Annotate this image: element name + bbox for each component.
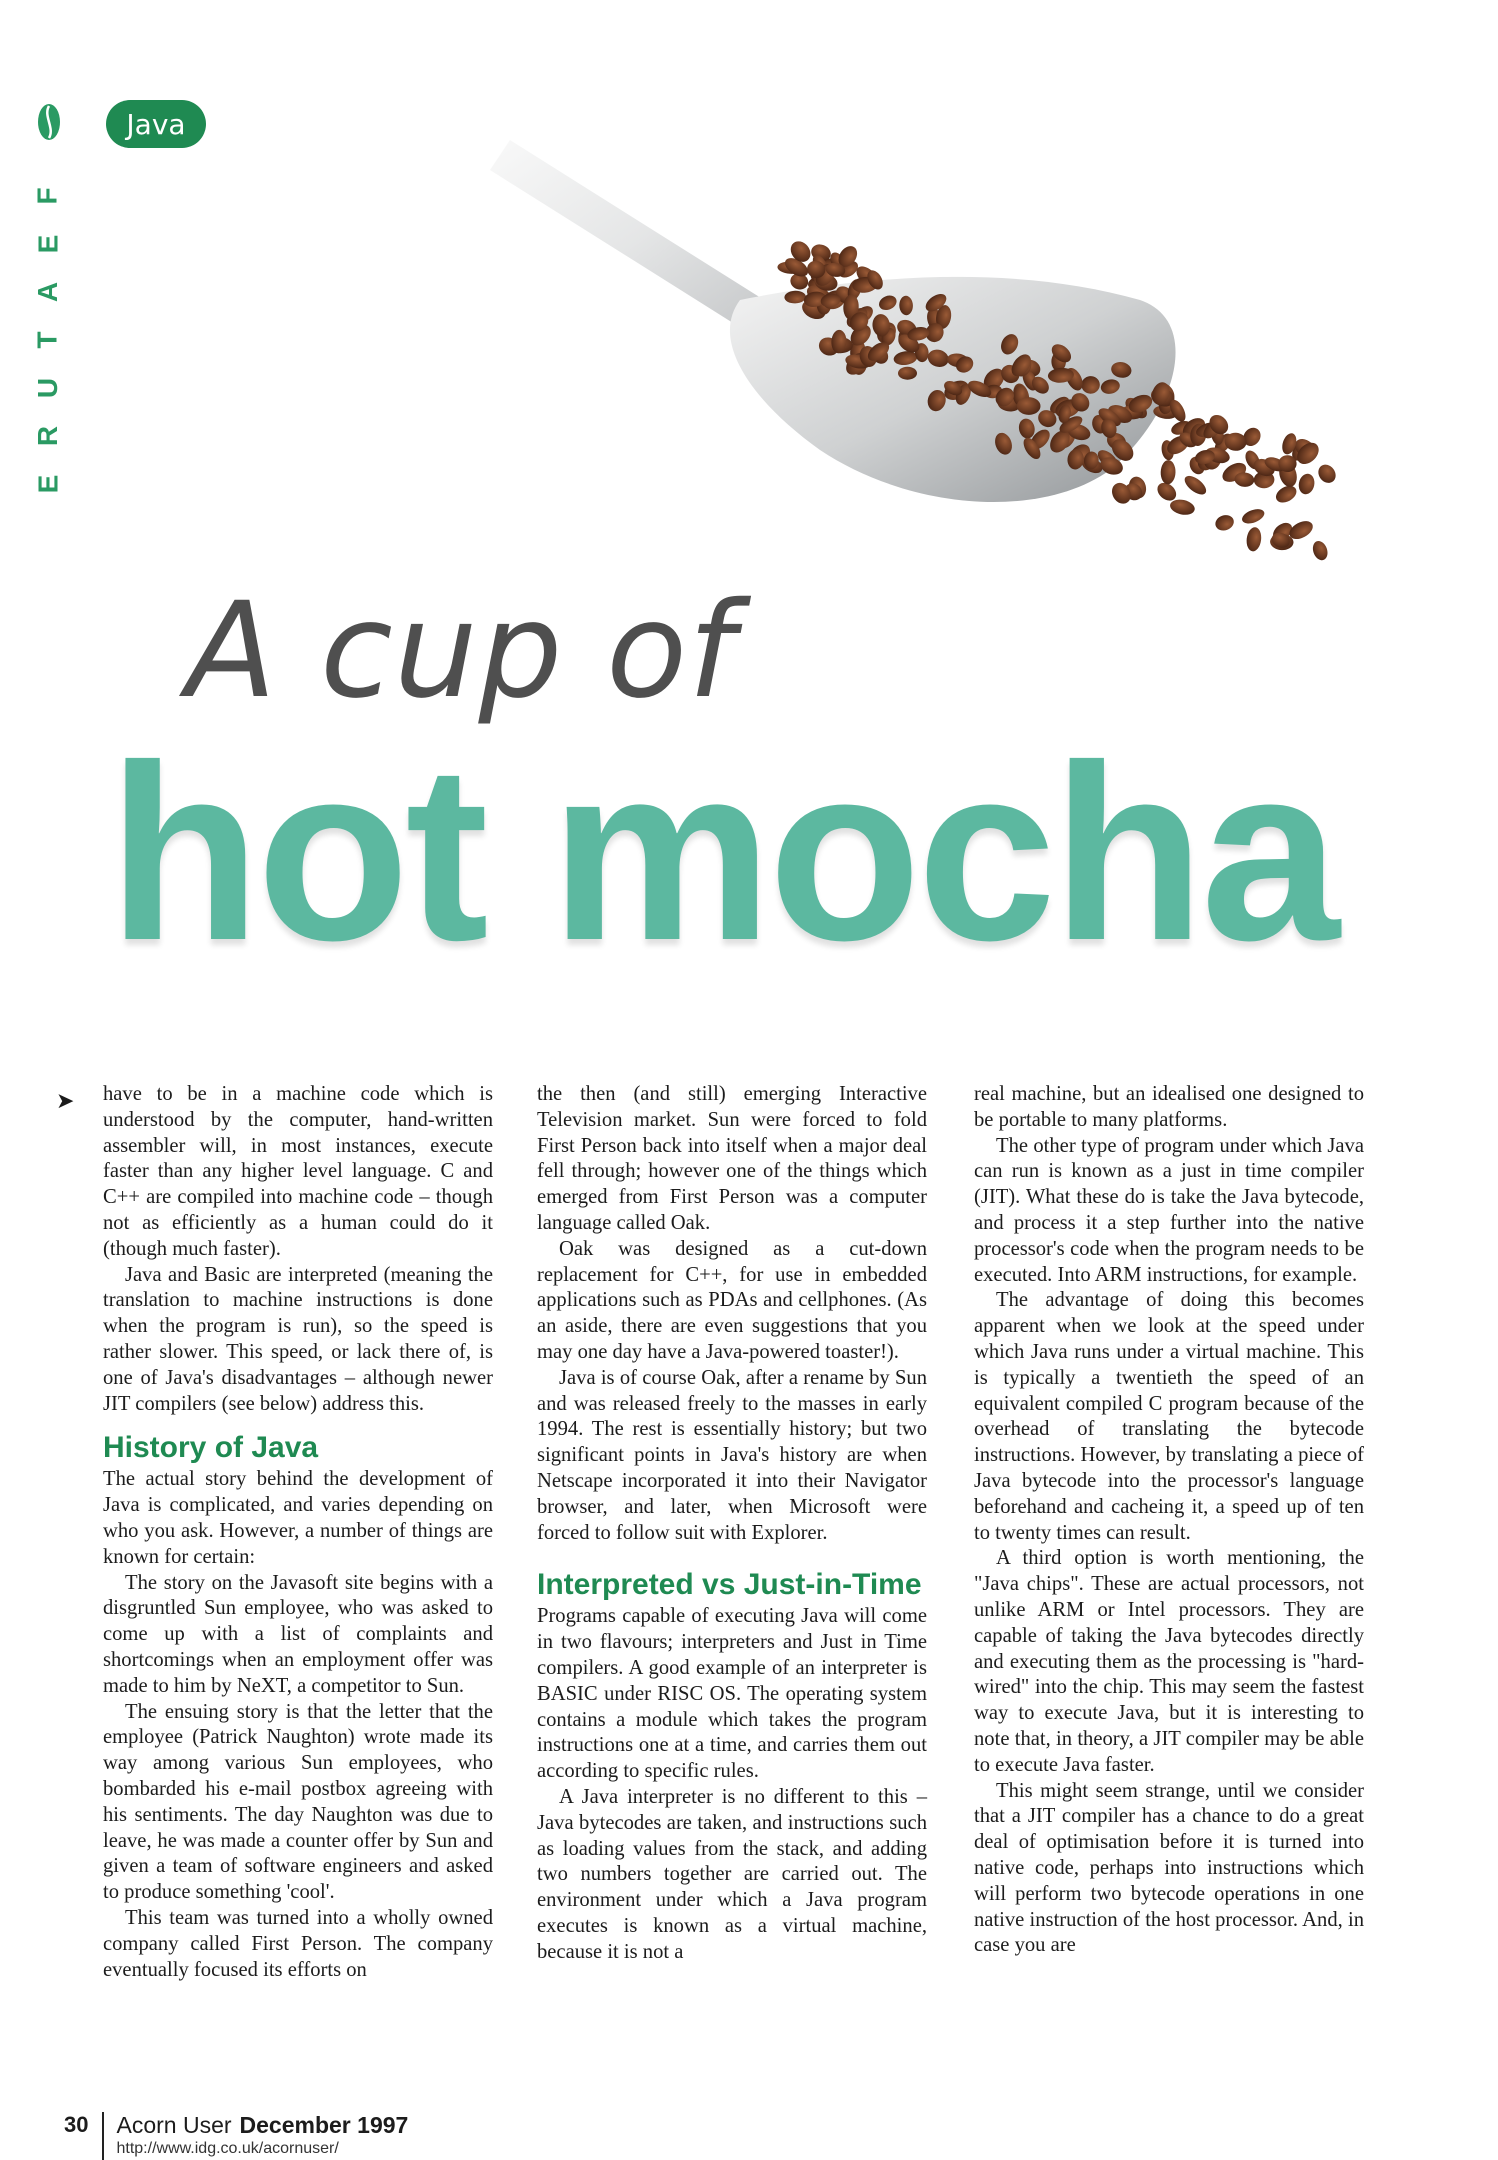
coffee-bean [1169,497,1196,516]
paragraph: the then (and still) emerging Interactive Television market. Sun were forced to fold First Person back into itself when a major deal fell through; however one of the things which emerged from First Person was a computer language called Oak. [537,1083,927,1234]
paragraph: This team was turned into a wholly owned company called First Person. The company eventually focused its efforts on [103,1906,493,1981]
coffee-bean [1273,482,1299,505]
feature-side-label [28,180,68,500]
continuation-arrow-icon: ➤ [56,1088,75,1113]
paragraph: A Java interpreter is no different to this – Java bytecodes are taken, and instructions such as loading values from the stack, and adding two numbers together are carried out. The environment under which a Java program executes is known as a virtual machine, because it is not a [537,1785,927,1963]
headline-line1: A cup of [186,574,736,728]
section-heading: History of Java [103,1431,319,1465]
page-number: 30 [64,2112,89,2137]
side-label-letter: F [31,187,63,205]
side-label-letter: T [31,331,63,349]
publication-url: http://www.idg.co.uk/acornuser/ [116,2140,339,2157]
footer-divider [102,2112,104,2160]
paragraph: This might seem strange, until we consider that a JIT compiler has a chance to do a great deal of optimisation before it is turned into native code, perhaps into instructions which will perform two bytecode operations in one native instruction of the host processor. And, in case you are [974,1779,1364,1957]
coffee-bean [1240,506,1266,526]
side-label-letter: E [32,234,63,254]
paragraph: The advantage of doing this becomes apparent when we look at the speed under which Java runs under a virtual machine. This is typically a twentieth the speed of an equivalent compiled C program because of the overhead of translating the bytecode instructions. However, by translating a piece of Java bytecode into the processor's language beforehand and cacheing it, a speed up of ten to twenty times can result. [974,1289,1364,1544]
coffee-bean [898,367,917,380]
side-label-letter: E [32,474,63,494]
side-label-letter: A [31,281,63,303]
section-heading: Interpreted vs Just-in-Time [537,1568,922,1602]
coffee-bean [1245,526,1262,552]
article-column-3 [974,1082,1364,1959]
paragraph: The other type of program under which Java can run is known as a just in time compiler (JIT). What these do is take the Java bytecode, and process it a step further into the native processor's code when the program needs to be executed. Into ARM instructions, for example. [974,1134,1364,1286]
coffee-bean [1297,472,1316,495]
paragraph: Java is of course Oak, after a rename by Sun and was released freely to the masses in early 1994. The rest is essentially history; but two significant points in Java's history are when Netscape incorporated it into their Navigator browser, and later, when Microsoft were forced to follow suit with Explorer. [537,1366,927,1544]
paragraph: real machine, but an idealised one designed to be portable to many platforms. [974,1083,1364,1131]
paragraph: The story on the Javasoft site begins with a disgruntled Sun employee, who was asked to come up with a list of complaints and shortcomings when an employment offer was made to him by NeXT, a competitor to Sun. [103,1571,493,1697]
paragraph: Java and Basic are interpreted (meaning the translation to machine instructions is done when the program is run), so the speed is rather slower. This speed, or lack there of, is one of Java's disadvantages – although newer JIT compilers (see below) address this. [103,1263,493,1415]
article-column-1 [103,1082,493,1983]
coffee-bean [1182,472,1210,498]
paragraph: The ensuing story is that the letter that the employee (Patrick Naughton) wrote made its way among various Sun employees, who bombarded his e-mail postbox agreeing with his sentiments. The day Naughton was due to leave, he was made a counter offer by Sun and given a team of software engineers and asked to produce something 'cool'. [103,1700,493,1904]
coffee-bean [1213,513,1236,533]
paragraph: have to be in a machine code which is understood by the computer, hand-written assembler will, in most instances, execute faster than any higher level language. C and C++ are compiled into machine code – though not as efficiently as a human could do it (though much faster). [103,1083,493,1260]
headline-line2: hot mocha [108,713,1336,992]
side-label-letter: U [31,377,63,399]
coffee-bean [1160,460,1176,485]
paragraph: Programs capable of executing Java will come in two flavours; interpreters and Just in Time compilers. A good example of an interpreter is BASIC under RISC OS. The operating system contains a module which takes the program instructions one at a time, and carries them out according to specific rules. [537,1605,927,1783]
coffee-bean [1315,461,1339,486]
paragraph: A third option is worth mentioning, the "Java chips". These are actual processors, not unlike ARM or Intel processors. They are capable of taking the Java bytecodes directly and executing them as the processing is "hard-wired" into the chip. This may seem the fastest way to execute Java, but it is interesting to note that, in theory, a JIT compiler may be able to execute Java faster. [974,1547,1364,1776]
issue-date: December 1997 [239,2112,409,2138]
coffee-bean [1310,539,1330,562]
side-label-letter: R [31,425,63,447]
section-badge: Java [106,100,206,148]
publication-line [116,2112,408,2138]
footer-text [116,2112,408,2160]
article-column-2 [537,1082,927,1966]
paragraph: The actual story behind the development of Java is complicated, and varies depending on who you ask. However, a number of things are known for certain: [103,1468,493,1568]
coffee-bean-icon [36,102,62,142]
publication-name: Acorn User [116,2112,232,2138]
page-footer [64,2112,408,2160]
paragraph: Oak was designed as a cut-down replacement for C++, for use in embedded applications such as PDAs and cellphones. (As an aside, there are even suggestions that you may one day have a Java-powered toaster!). [537,1237,927,1363]
